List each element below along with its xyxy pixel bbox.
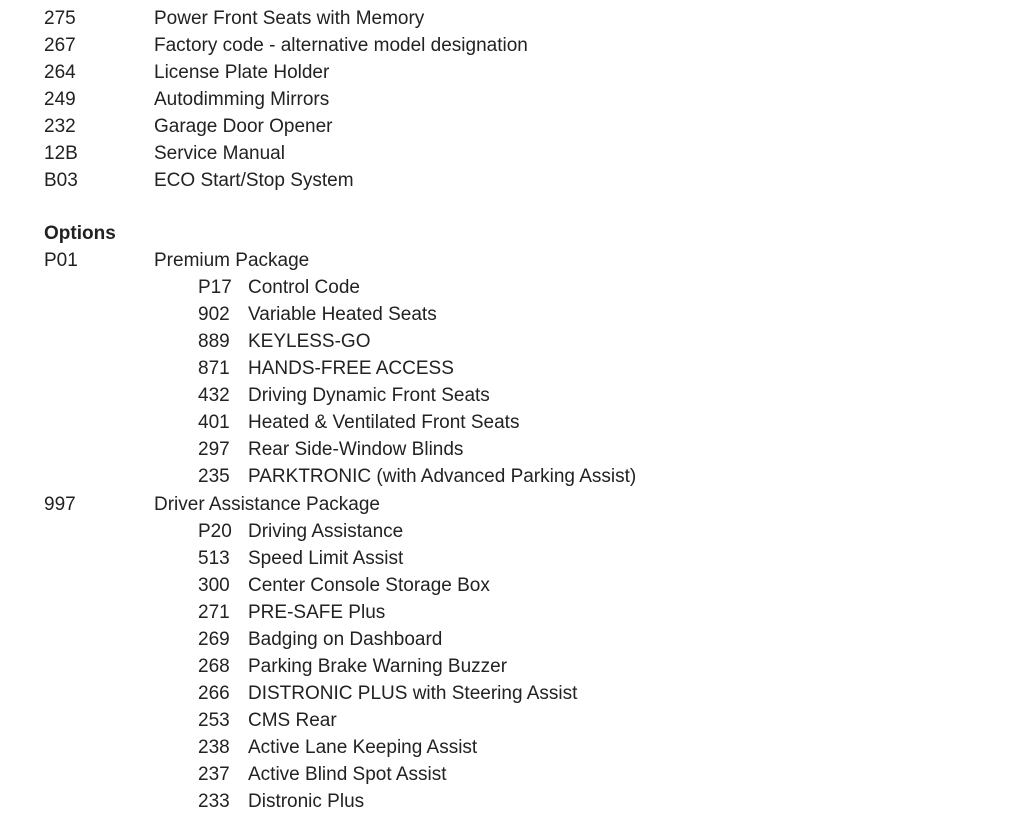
package-item-code: 300 [198,575,230,596]
package-item-label: Variable Heated Seats [248,304,437,325]
item-code: B03 [44,170,78,191]
options-heading: Options [44,223,116,244]
package-item-label: PARKTRONIC (with Advanced Parking Assist) [248,466,637,487]
item-code: 275 [44,8,76,29]
package-item-label: Badging on Dashboard [248,629,443,650]
item-label: Service Manual [154,143,285,164]
package-item-label: KEYLESS-GO [248,331,371,352]
package-item-label: Distronic Plus [248,791,365,812]
package-item-label: Speed Limit Assist [248,548,404,569]
item-code: 267 [44,35,76,56]
package-item-label: Rear Side-Window Blinds [248,439,464,460]
package-item-label: Active Blind Spot Assist [248,764,447,785]
package-item-label: Driving Dynamic Front Seats [248,385,490,406]
package-item-code: 432 [198,385,230,406]
item-label: License Plate Holder [154,62,330,83]
item-code: 232 [44,116,76,137]
package-item-code: P20 [198,521,232,542]
package-item-code: 235 [198,466,230,487]
package-item-label: Center Console Storage Box [248,575,490,596]
package-item-code: 268 [198,656,230,677]
package-item-code: 513 [198,548,230,569]
item-label: Power Front Seats with Memory [154,8,425,29]
item-label: ECO Start/Stop System [154,170,354,191]
package-item-code: 271 [198,602,230,623]
item-code: 12B [44,143,78,164]
package-item-code: 237 [198,764,230,785]
package-label: Driver Assistance Package [154,494,380,515]
package-item-code: 871 [198,358,230,379]
package-item-code: 266 [198,683,230,704]
package-item-code: 253 [198,710,230,731]
package-item-code: P17 [198,277,232,298]
item-label: Factory code - alternative model designation [154,35,528,56]
package-label: Premium Package [154,250,310,271]
package-item-label: HANDS-FREE ACCESS [248,358,454,379]
package-item-code: 401 [198,412,230,433]
package-item-code: 269 [198,629,230,650]
package-item-code: 902 [198,304,230,325]
item-label: Autodimming Mirrors [154,89,330,110]
package-item-label: Heated & Ventilated Front Seats [248,412,520,433]
package-item-label: PRE-SAFE Plus [248,602,386,623]
package-item-label: Control Code [248,277,360,298]
package-item-code: 233 [198,791,230,812]
package-item-label: Active Lane Keeping Assist [248,737,478,758]
package-item-code: 238 [198,737,230,758]
package-item-label: Parking Brake Warning Buzzer [248,656,508,677]
package-item-label: CMS Rear [248,710,337,731]
package-item-code: 297 [198,439,230,460]
item-code: 264 [44,62,76,83]
package-item-code: 889 [198,331,230,352]
item-label: Garage Door Opener [154,116,333,137]
package-item-label: DISTRONIC PLUS with Steering Assist [248,683,578,704]
package-code: P01 [44,250,78,271]
package-item-label: Driving Assistance [248,521,404,542]
item-code: 249 [44,89,76,110]
package-code: 997 [44,494,76,515]
